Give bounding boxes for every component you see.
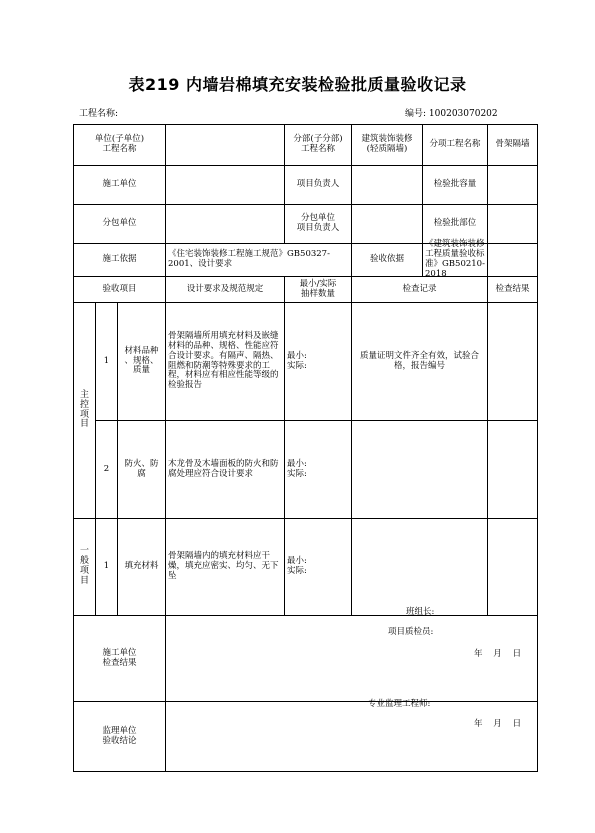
serial-value: 100203070202: [428, 109, 498, 119]
item-name: 材料品种 、规格、 质量: [118, 303, 166, 421]
min-sample: 最小:: [287, 350, 307, 361]
col-requirement: 设计要求及规范规定: [166, 277, 285, 303]
construction-check-area[interactable]: [166, 607, 538, 702]
min-sample: 最小:: [287, 556, 307, 567]
table-row: [74, 421, 538, 519]
serial-number: [405, 106, 498, 119]
item-result[interactable]: [488, 519, 538, 616]
subitem-value: 骨架隔墙: [488, 125, 538, 166]
item-result[interactable]: [488, 303, 538, 421]
batch-capacity-value[interactable]: [488, 166, 538, 205]
serial-label: 编号:: [405, 109, 427, 119]
subcontract-manager-value[interactable]: [352, 205, 423, 243]
division-value: 建筑装饰装修 (轻质隔墙): [352, 125, 423, 165]
item-record: 质量证明文件齐全有效，试验合格，报告编号: [352, 303, 488, 421]
item-no: 1: [96, 519, 118, 616]
unit-value[interactable]: [166, 125, 285, 166]
acceptance-record-table: [73, 124, 538, 772]
construction-basis-value: 《住宅装饰装修工程施工规范》GB50327-2001、设计要求: [166, 244, 352, 277]
supervision-engineer-label: 专业监理工程师:: [368, 699, 431, 709]
supervision-area[interactable]: [166, 699, 538, 772]
col-record: 检查记录: [352, 277, 488, 303]
item-requirement: 骨架隔墙所用填充材料及嵌缝材料的品种、规格、性能应符合设计要求。有隔声、隔热、阻燃和防潮等特殊要求的工程，材料应有相应性能等级的检验报告: [166, 303, 285, 421]
page-title: 表219 内墙岩棉填充安装检验批质量验收记录: [128, 75, 467, 94]
acceptance-basis-label: 验收依据: [352, 244, 423, 276]
construction-check-label: 施工单位 检查结果: [74, 616, 166, 702]
subcontract-unit-label: 分包单位: [74, 205, 166, 244]
batch-location-value[interactable]: [488, 205, 538, 244]
subcontract-unit-value[interactable]: [166, 205, 285, 244]
actual-sample: 实际:: [287, 566, 307, 576]
quality-inspector-label: 项目质检员:: [388, 627, 434, 637]
item-requirement: 骨架隔墙内的填充材料应干燥，填充应密实、均匀、无下坠: [166, 519, 285, 616]
item-name: 防火、防 腐: [118, 421, 166, 519]
col-result: 检查结果: [488, 277, 538, 303]
project-manager-label: 项目负责人: [285, 166, 352, 205]
subitem-label: 分项工程名称: [429, 139, 481, 150]
col-sample: 最小/实际 抽样数量: [285, 277, 352, 303]
item-requirement: 木龙骨及木墙面板的防火和防腐处理应符合设计要求: [166, 421, 285, 519]
project-manager-value[interactable]: [352, 166, 423, 204]
project-name-label: 工程名称:: [79, 109, 119, 119]
team-leader-label: 班组长:: [406, 607, 435, 617]
item-no: 2: [96, 421, 118, 519]
general-label: 一 般 项 目: [74, 519, 96, 616]
actual-sample: 实际:: [287, 468, 307, 479]
batch-capacity-label: 检验批容量: [433, 179, 477, 190]
item-name: 填充材料: [118, 519, 166, 616]
actual-sample: 实际:: [287, 360, 307, 371]
construction-basis-label: 施工依据: [74, 244, 166, 277]
col-item: 验收项目: [74, 277, 166, 303]
subcontract-manager-label: 分包单位 项目负责人: [285, 205, 352, 244]
main-control-label: 主 控 项 目: [74, 303, 96, 519]
construction-check-date: 年 月 日: [474, 649, 522, 659]
item-record[interactable]: [352, 421, 488, 519]
unit-label: 单位(子单位) 工程名称: [74, 125, 166, 166]
batch-location-label: 检验批部位: [433, 218, 477, 229]
construction-unit-label: 施工单位: [74, 166, 166, 205]
min-sample: 最小:: [287, 458, 307, 469]
item-no: 1: [96, 303, 118, 421]
acceptance-basis-value: 《建筑装饰装修工程质量验收标准》GB50210-2018: [425, 239, 485, 279]
supervision-date: 年 月 日: [474, 719, 522, 729]
division-label: 分部(子分部) 工程名称: [285, 125, 352, 166]
construction-unit-value[interactable]: [166, 166, 285, 205]
table-row: [74, 303, 538, 421]
table-row: [74, 519, 538, 616]
supervision-label: 监理单位 验收结论: [74, 702, 166, 772]
item-record[interactable]: [352, 519, 488, 616]
item-result[interactable]: [488, 421, 538, 519]
